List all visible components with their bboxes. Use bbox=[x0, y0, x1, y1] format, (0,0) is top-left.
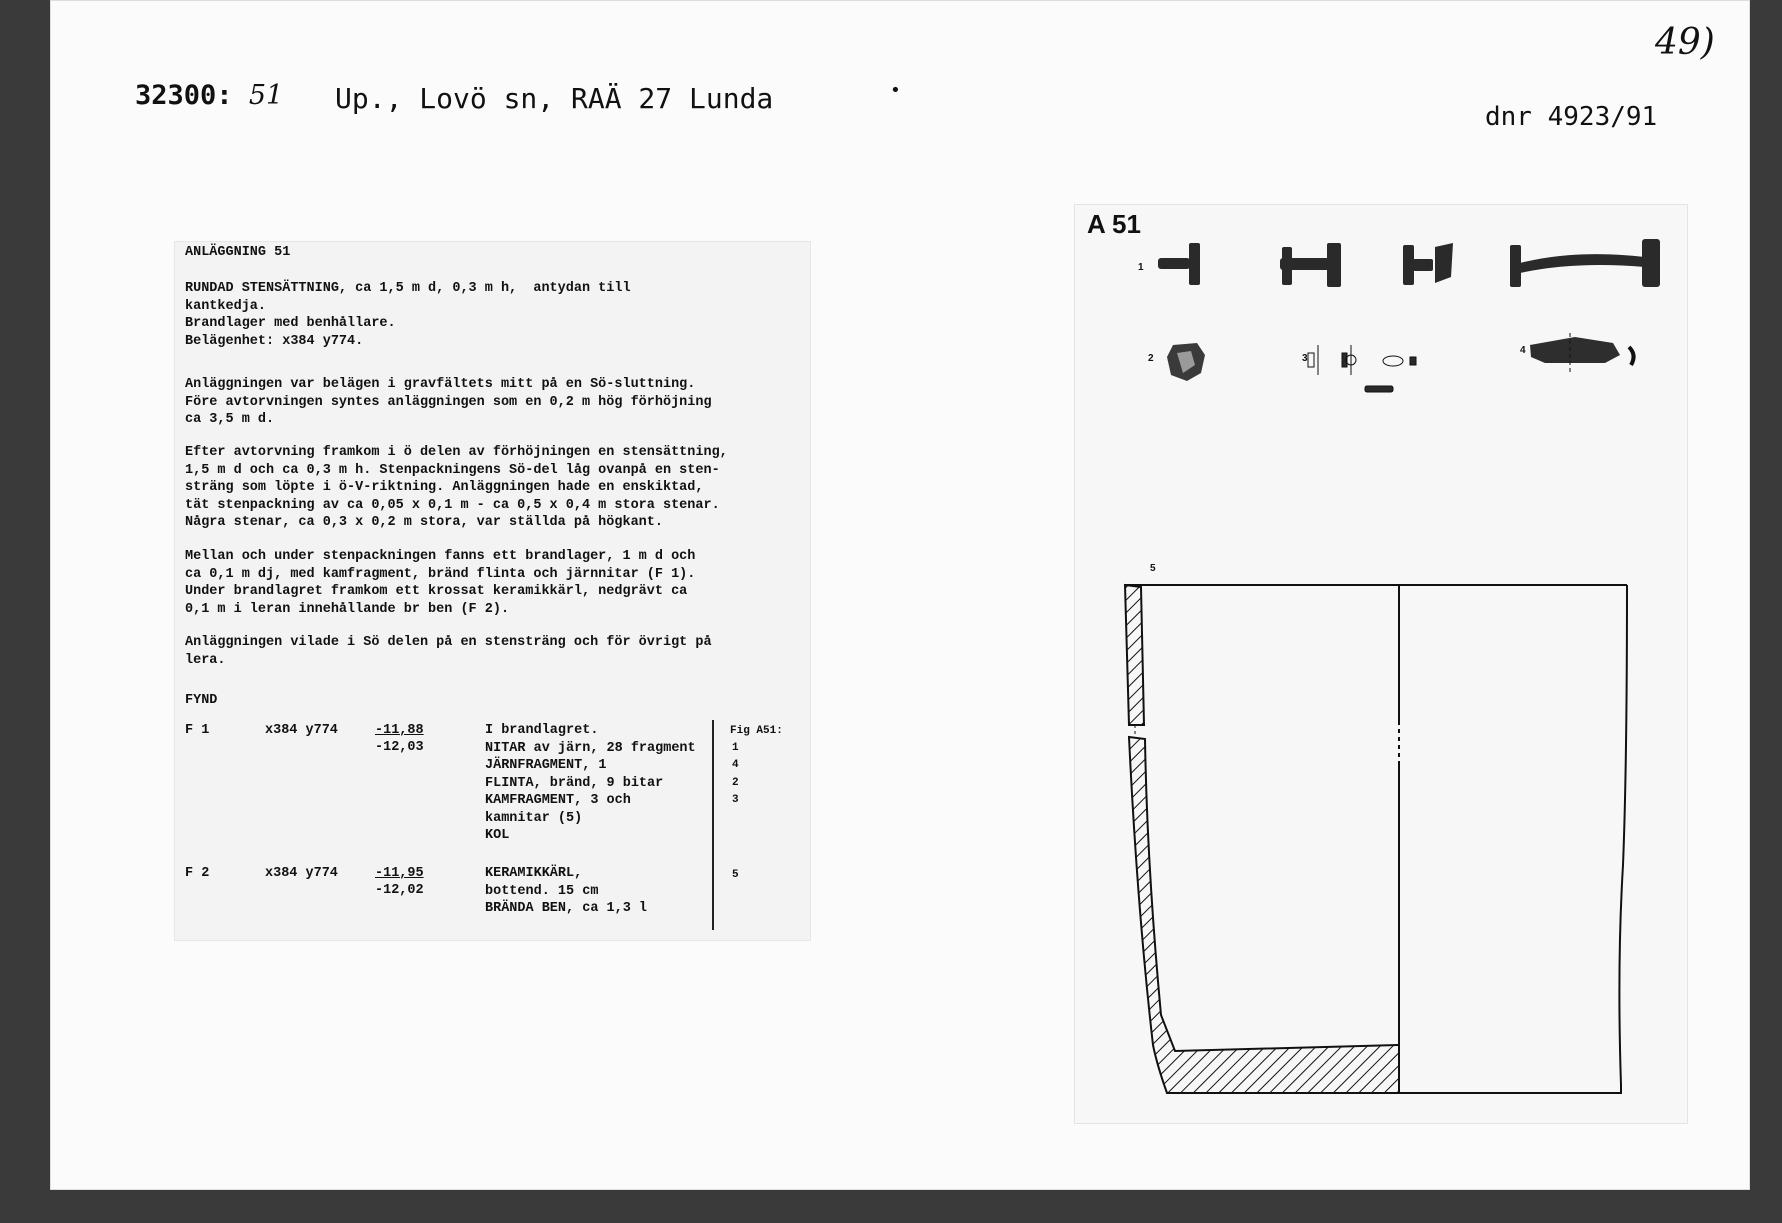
card-title: ANLÄGGNING 51 bbox=[185, 245, 291, 260]
find-id: F 2 bbox=[185, 866, 210, 881]
find-fig: 3 bbox=[732, 794, 739, 806]
find-line: KAMFRAGMENT, 3 och bbox=[485, 793, 631, 808]
find-coord: x384 y774 bbox=[265, 723, 338, 738]
find-coord: x384 y774 bbox=[265, 866, 338, 881]
find-fig: 4 bbox=[732, 759, 739, 771]
find-line: I brandlagret. bbox=[485, 723, 599, 738]
find-fig: 1 bbox=[732, 741, 739, 754]
site-title: Up., Lovö sn, RAÄ 27 Lunda bbox=[335, 82, 774, 115]
iron-fragment-drawing bbox=[1530, 333, 1634, 373]
accession-number bbox=[135, 80, 283, 111]
accession-prefix: 32300: bbox=[135, 80, 233, 111]
document-sheet bbox=[50, 0, 1750, 1190]
find-line: BRÄNDA BEN, ca 1,3 l bbox=[485, 901, 648, 916]
figure-number: 4 bbox=[1520, 345, 1526, 356]
paragraph-base: Anläggningen vilade i Sö delen på en stensträng och för övrigt på lera. bbox=[185, 635, 712, 668]
find-depth-bottom: -12,02 bbox=[375, 883, 424, 898]
record-card bbox=[175, 242, 810, 940]
find-line: JÄRNFRAGMENT, 1 bbox=[485, 758, 607, 773]
find-line: kamnitar (5) bbox=[485, 810, 583, 826]
find-fig: 2 bbox=[732, 776, 739, 789]
paragraph-description: RUNDAD STENSÄTTNING, ca 1,5 m d, 0,3 m h, antydan till kantkedja. Brandlager med benhållare. Belägenhet: x384 y774. bbox=[185, 281, 631, 349]
flint-drawing bbox=[1167, 343, 1205, 381]
find-line: FLINTA, bränd, 9 bitar bbox=[485, 775, 664, 791]
paragraph-excavation: Efter avtorvning framkom i ö delen av förhöjningen en stensättning, 1,5 m d och ca 0,3 m h. Stenpackningens Sö-del låg ovanpå en sten- sträng som löpte i ö-V-riktning. Anläggningen hade en enskiktad, tät stenpackning av ca 0,05 x 0,1 m - ca 0,5 x 0,4 m stora stenar. Några stenar, ca 0,3 x 0,2 m stora, var ställda på högkant. bbox=[185, 445, 728, 530]
find-id: F 1 bbox=[185, 723, 210, 738]
finds-heading: FYND bbox=[185, 693, 218, 708]
figure-number: 2 bbox=[1148, 353, 1154, 364]
diary-number: dnr 4923/91 bbox=[1485, 102, 1658, 132]
plate-label: A 51 bbox=[1087, 209, 1141, 239]
pottery-vessel-drawing bbox=[1125, 585, 1627, 1093]
fig-header: Fig A51: bbox=[730, 725, 783, 737]
find-depth-top: -11,95 bbox=[375, 866, 424, 881]
stray-dot: • bbox=[890, 80, 901, 101]
figure-number: 5 bbox=[1150, 563, 1156, 574]
rivet-drawing bbox=[1158, 239, 1660, 287]
find-line: NITAR av järn, 28 fragment bbox=[485, 740, 696, 756]
find-fig: 5 bbox=[732, 869, 739, 881]
find-line: KOL bbox=[485, 828, 510, 843]
accession-handwritten: 51 bbox=[248, 80, 284, 111]
handwritten-page-number: 49) bbox=[1655, 22, 1715, 63]
find-line: KERAMIKKÄRL, bbox=[485, 866, 583, 881]
figure-number: 3 bbox=[1302, 353, 1308, 364]
plate-drawing bbox=[1075, 205, 1687, 1123]
drawing-plate bbox=[1075, 205, 1687, 1123]
find-line: bottend. 15 cm bbox=[485, 883, 599, 899]
comb-fragment-drawing bbox=[1308, 345, 1416, 392]
table-divider bbox=[712, 720, 714, 930]
paragraph-location: Anläggningen var belägen i gravfältets mitt på en Sö-sluttning. Före avtorvningen syntes anläggningen som en 0,2 m hög förhöjning ca 3,5 m d. bbox=[185, 377, 712, 427]
find-depth-top: -11,88 bbox=[375, 723, 424, 738]
paragraph-layers: Mellan och under stenpackningen fanns ett brandlager, 1 m d och ca 0,1 m dj, med kamfragment, bränd flinta och järnnitar (F 1). Under brandlagret framkom ett krossat keramikkärl, nedgrävt ca 0,1 m i leran innehållande br ben (F 2). bbox=[185, 549, 696, 617]
find-depth-bottom: -12,03 bbox=[375, 740, 424, 755]
figure-number: 1 bbox=[1138, 262, 1144, 273]
